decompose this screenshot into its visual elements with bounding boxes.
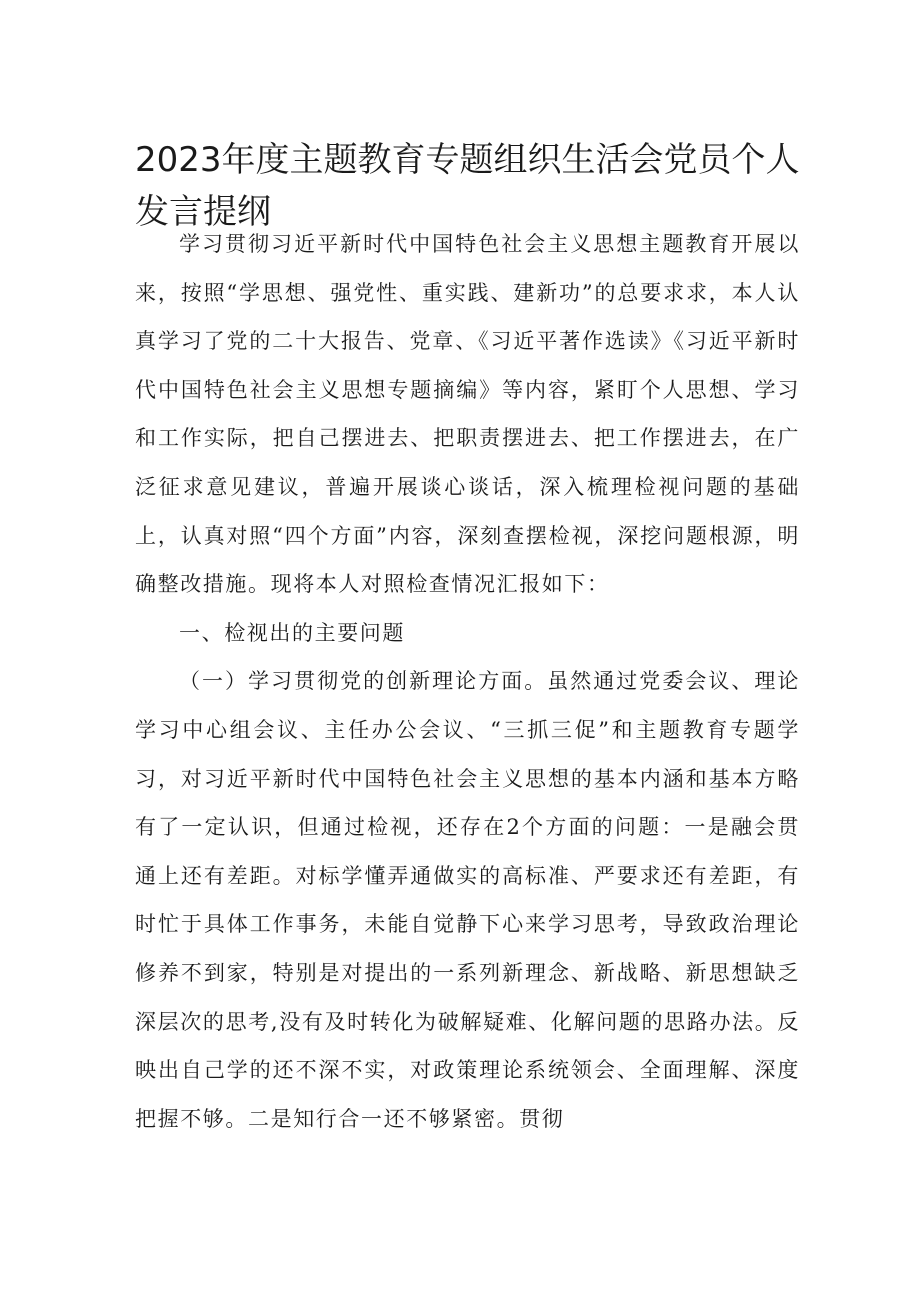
section-heading: 一、检视出的主要问题 [179,620,405,645]
intro-paragraph: 学习贯彻习近平新时代中国特色社会主义思想主题教育开展以来，按照“学思想、强党性、重实践、建新功”的总要求求，本人认真学习了党的二十大报告、党章、《习近平著作选读》《习近平新时代中国特色社会主义思想专题摘编》等内容，紧盯个人思想、学习和工作实际，把自己摆进去、把职责摆进去、把工作摆进去，在广泛征求意见建议，普遍开展谈心谈话，深入梳理检视问题的基础上，认真对照“四个方面”内容，深刻查摆检视，深挖问题根源，明确整改措施。现将本人对照检查情况汇报如下： [135,232,800,597]
document-title: 2023年度主题教育专题组织生活会党员个人发言提纲 [135,140,800,232]
subsection-paragraph: （一）学习贯彻党的创新理论方面。虽然通过党委会议、理论学习中心组会议、主任办公会议、“三抓三促”和主题教育专题学习，对习近平新时代中国特色社会主义思想的基本内涵和基本方略有了一定认识，但通过检视，还存在2个方面的问题：一是融会贯通上还有差距。对标学懂弄通做实的高标准、严要求还有差距，有时忙于具体工作事务，未能自觉静下心来学习思考，导致政治理论修养不到家，特别是对提出的一系列新理念、新战略、新思想缺乏深层次的思考,没有及时转化为破解疑难、化解问题的思路办法。反映出自己学的还不深不实，对政策理论系统领会、全面理解、深度把握不够。二是知行合一还不够紧密。贯彻 [135,669,800,1131]
document-body [135,220,800,1143]
